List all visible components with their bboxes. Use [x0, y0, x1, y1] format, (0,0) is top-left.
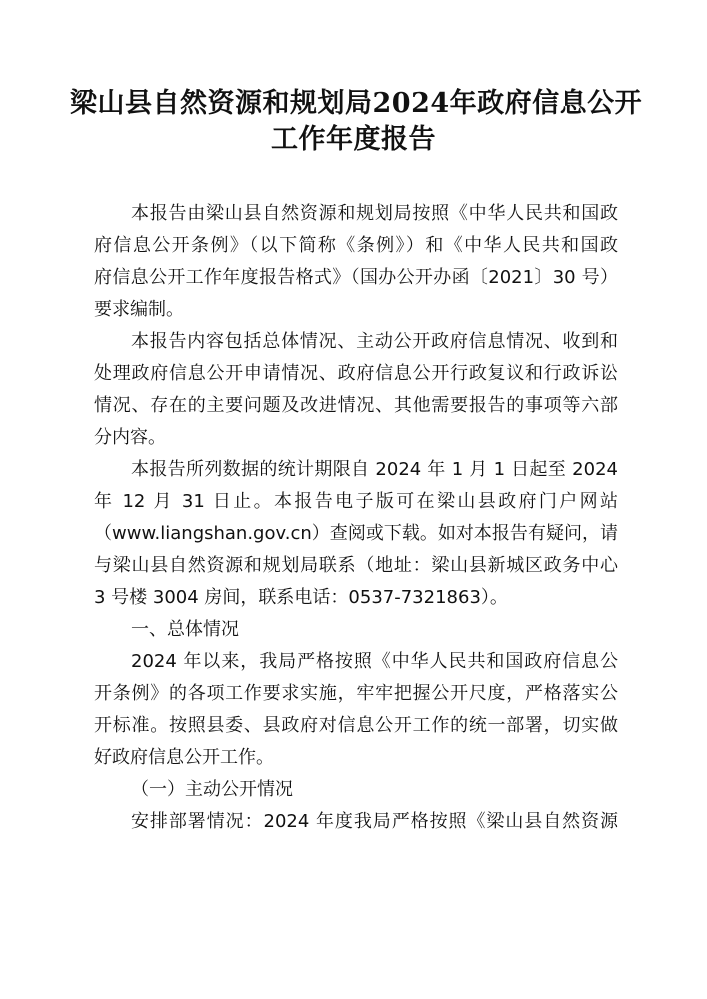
paragraph-line: 好政府信息公开工作。 — [94, 747, 274, 768]
paragraph-line: 安排部署情况：2024 年度我局严格按照《梁山县自然资源 — [131, 811, 618, 832]
paragraph-line: 本报告由梁山县自然资源和规划局按照《中华人民共和国政 — [131, 203, 618, 224]
section-heading: 一、总体情况 — [131, 619, 239, 640]
paragraph-line: 府信息公开条例》（以下简称《条例》）和《中华人民共和国政 — [94, 235, 618, 256]
paragraph-line: 要求编制。 — [94, 299, 184, 320]
document-title-line-1: 梁山县自然资源和规划局2024年政府信息公开 — [70, 88, 643, 119]
subsection-heading: （一）主动公开情况 — [131, 779, 293, 800]
paragraph-line: 情况、存在的主要问题及改进情况、其他需要报告的事项等六部 — [94, 395, 618, 416]
paragraph-line: 开条例》的各项工作要求实施，牢牢把握公开尺度，严格落实公 — [94, 683, 618, 704]
paragraph-line: 处理政府信息公开申请情况、政府信息公开行政复议和行政诉讼 — [94, 363, 618, 384]
paragraph-line: 2024 年以来，我局严格按照《中华人民共和国政府信息公 — [131, 651, 618, 672]
document-title-line-2: 工作年度报告 — [271, 124, 436, 155]
paragraph-line: 本报告所列数据的统计期限自 2024 年 1 月 1 日起至 2024 — [131, 459, 618, 480]
paragraph-line: 本报告内容包括总体情况、主动公开政府信息情况、收到和 — [131, 331, 618, 352]
paragraph-line: （www.liangshan.gov.cn）查阅或下载。如对本报告有疑问，请 — [94, 523, 618, 544]
paragraph-line: 府信息公开工作年度报告格式》（国办公开办函〔2021〕30 号） — [94, 267, 618, 288]
paragraph-line: 3 号楼 3004 房间，联系电话：0537-7321863）。 — [94, 587, 508, 608]
paragraph-line: 开标准。按照县委、县政府对信息公开工作的统一部署，切实做 — [94, 715, 618, 736]
paragraph-line: 年 12 月 31 日止。本报告电子版可在梁山县政府门户网站 — [94, 491, 618, 512]
paragraph-line: 与梁山县自然资源和规划局联系（地址：梁山县新城区政务中心 — [94, 555, 618, 576]
paragraph-line: 分内容。 — [94, 427, 166, 448]
